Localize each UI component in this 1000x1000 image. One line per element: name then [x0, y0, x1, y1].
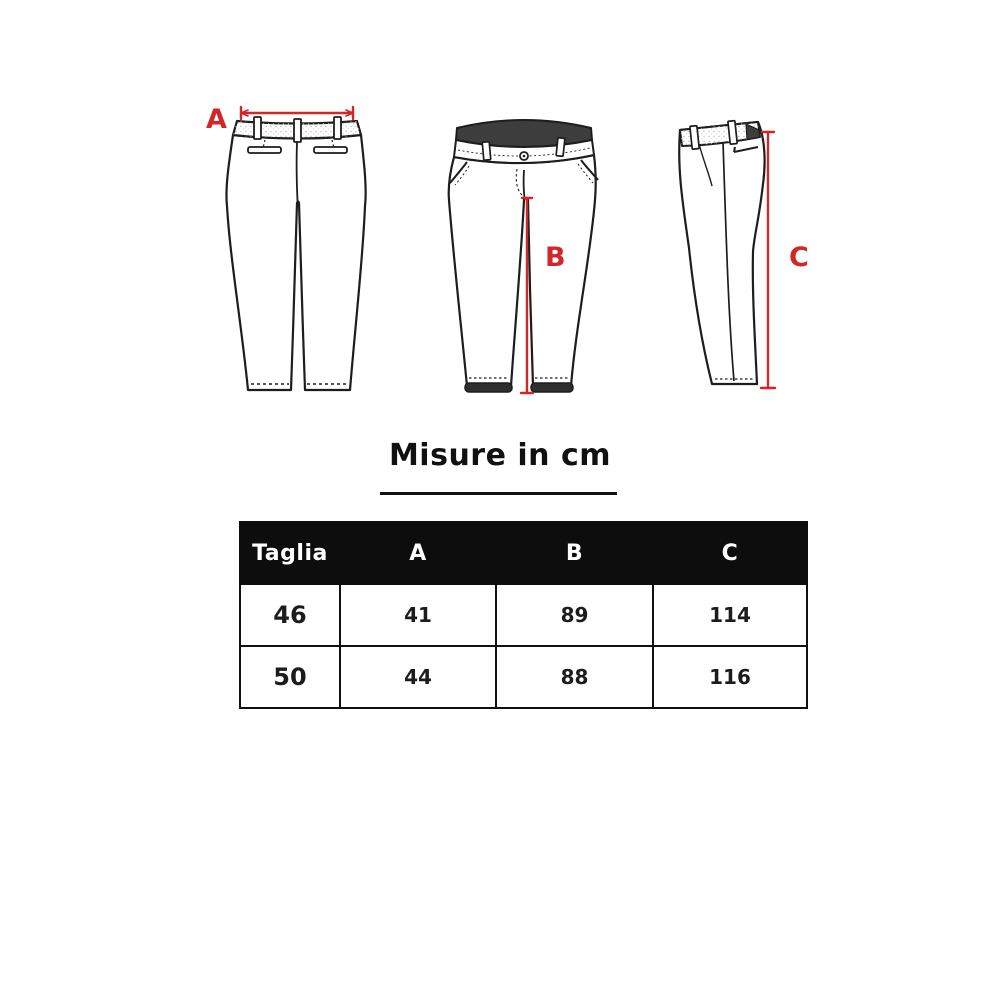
measure-label-b: B [545, 242, 566, 273]
hem-left [465, 383, 512, 392]
cell-c-r0: 114 [653, 584, 807, 646]
table-header-row [240, 522, 807, 584]
cell-b-r0: 89 [496, 584, 653, 646]
page-title: Misure in cm [388, 438, 612, 473]
measure-label-a: A [206, 104, 227, 135]
cell-taglia-r0: 46 [240, 584, 340, 646]
belt-loop [690, 126, 699, 150]
header-a: A [340, 522, 496, 584]
back-pocket [314, 147, 347, 153]
belt-loop [294, 119, 301, 142]
cell-a-r1: 44 [340, 646, 496, 708]
cell-taglia-r1: 50 [240, 646, 340, 708]
cell-c-r1: 116 [653, 646, 807, 708]
header-b: B [496, 522, 653, 584]
back-pocket [248, 147, 281, 153]
belt-loop [556, 138, 565, 157]
table-row-size-50 [240, 646, 807, 708]
pants-front-body [449, 155, 596, 386]
pants-side-view-drawing [668, 100, 808, 400]
table-row-size-46 [240, 584, 807, 646]
belt-loop [334, 117, 341, 139]
title-underline [380, 492, 617, 495]
measure-label-c: C [789, 242, 809, 273]
belt-loop [254, 117, 261, 139]
belt-loop [482, 142, 491, 161]
header-c: C [653, 522, 807, 584]
pants-front-view-drawing [445, 100, 610, 400]
cell-a-r0: 41 [340, 584, 496, 646]
header-taglia: Taglia [240, 522, 340, 584]
cell-b-r1: 88 [496, 646, 653, 708]
pants-back-view-drawing [210, 100, 370, 400]
pants-side-body [679, 122, 764, 384]
hem-right [531, 383, 573, 392]
belt-loop [728, 121, 737, 145]
size-table [239, 521, 808, 709]
